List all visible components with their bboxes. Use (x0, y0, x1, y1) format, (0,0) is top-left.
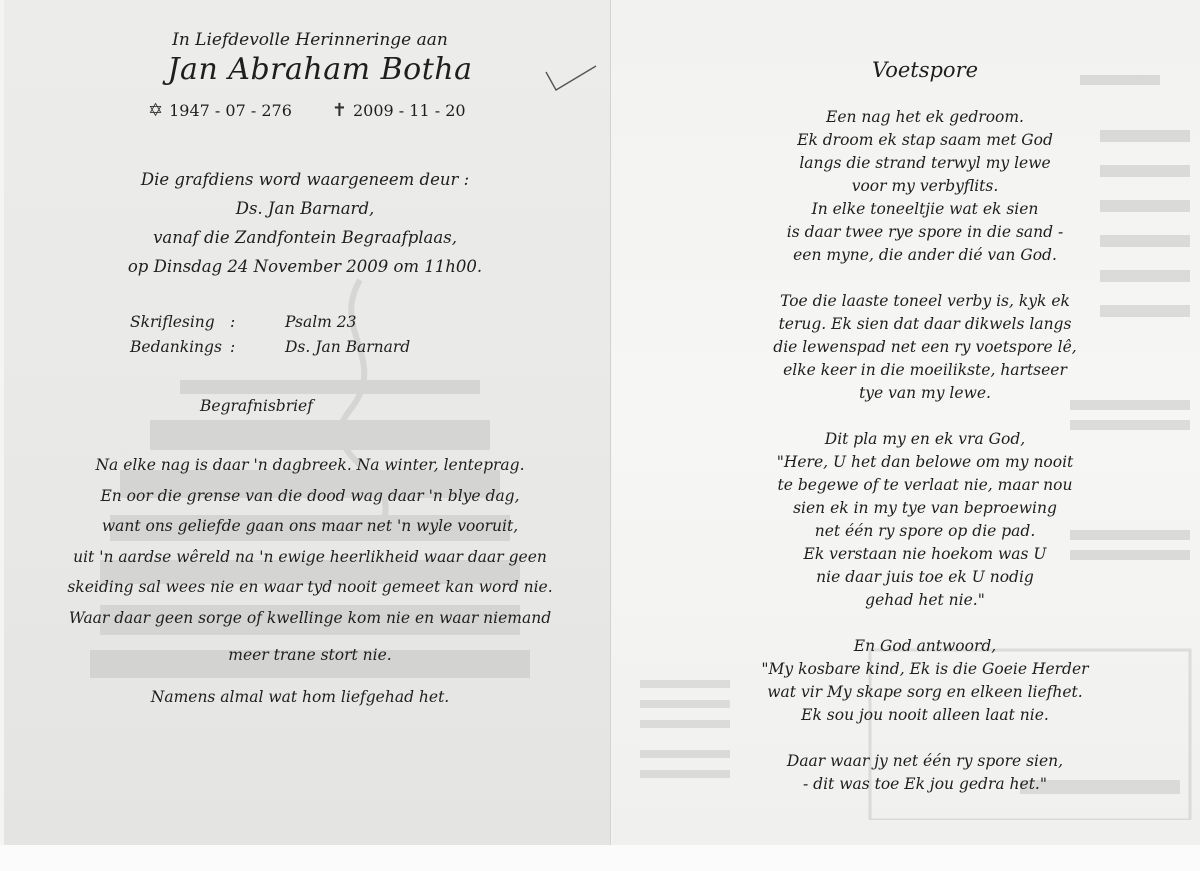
left-page (4, 0, 611, 845)
program-colon: : (230, 338, 236, 356)
program-row (130, 335, 510, 360)
poem (700, 106, 1150, 819)
closing-line: Namens almal wat hom liefgehad het. (150, 688, 450, 706)
poem-line: is daar twee rye spore in die sand - (786, 223, 1064, 241)
letter-line: Na elke nag is daar 'n dagbreek. Na winter, lenteprag. (95, 456, 525, 474)
poem-line: - dit was toe Ek jou gedra het." (803, 775, 1047, 793)
poem-line: Ek droom ek stap saam met God (797, 131, 1053, 149)
service-details (60, 165, 550, 281)
poem-line: "My kosbare kind, Ek is die Goeie Herder (761, 660, 1089, 678)
funeral-letter (40, 450, 580, 671)
program-items (130, 310, 510, 360)
letter-line: meer trane stort nie. (228, 646, 392, 664)
letter-line: En oor die grense van die dood wag daar 'n blye dag, (100, 486, 520, 505)
poem-line: sien ek in my tye van beproewing (793, 499, 1057, 517)
poem-line: voor my verbyflits. (851, 177, 999, 195)
scan-margin (0, 845, 1200, 871)
service-line: op Dinsdag 24 November 2009 om 11h00. (127, 257, 483, 276)
death-date: 2009 - 11 - 20 (352, 101, 466, 120)
memorial-intro: In Liefdevolle Herinneringe aan (172, 30, 448, 50)
poem-line: Een nag het ek gedroom. (826, 108, 1024, 126)
poem-stanza (700, 750, 1150, 796)
poem-line: te begewe of te verlaat nie, maar nou (777, 476, 1073, 494)
letter-line: uit 'n aardse wêreld na 'n ewige heerlikheid waar daar geen (73, 547, 547, 566)
program-label: Skriflesing (130, 313, 215, 331)
poem-stanza (700, 290, 1150, 405)
poem-stanza (700, 635, 1150, 727)
poem-line: tye van my lewe. (859, 384, 991, 402)
poem-line: Daar waar jy net één ry spore sien, (786, 752, 1064, 770)
poem-line: nie daar juis toe ek U nodig (816, 568, 1034, 586)
poem-line: In elke toneeltjie wat ek sien (811, 200, 1039, 218)
program-value: Psalm 23 (285, 313, 357, 331)
poem-stanza (700, 428, 1150, 612)
poem-stanza (700, 106, 1150, 267)
poem-line: die lewenspad net een ry voetspore lê, (773, 338, 1077, 356)
poem-line: gehad het nie." (865, 591, 985, 609)
poem-line: Dit pla my en ek vra God, (824, 430, 1026, 448)
deceased-name: Jan Abraham Botha (167, 52, 473, 87)
poem-line: wat vir My skape sorg en elkeen liefhet. (767, 683, 1083, 701)
letter-line: Waar daar geen sorge of kwellinge kom nie en waar niemand (68, 608, 552, 627)
poem-line: terug. Ek sien dat daar dikwels langs (778, 315, 1072, 333)
poem-line: "Here, U het dan belowe om my nooit (776, 453, 1074, 471)
letter-title: Begrafnisbrief (200, 397, 313, 415)
poem-line: Ek verstaan nie hoekom was U (803, 545, 1047, 563)
poem-line: langs die strand terwyl my lewe (799, 154, 1051, 172)
program-label: Bedankings (130, 338, 222, 356)
poem-line: net één ry spore op die pad. (814, 522, 1036, 540)
cross-icon: ✝ (331, 100, 347, 121)
program-row (130, 310, 510, 335)
birth-date: 1947 - 07 - 276 (169, 101, 292, 120)
poem-title: Voetspore (871, 58, 979, 82)
life-dates (148, 100, 508, 121)
program-value: Ds. Jan Barnard (285, 338, 411, 356)
poem-line: Toe die laaste toneel verby is, kyk ek (780, 292, 1070, 310)
service-line: Ds. Jan Barnard, (235, 199, 375, 218)
service-line: vanaf die Zandfontein Begraafplaas, (153, 228, 457, 247)
poem-line: En God antwoord, (853, 637, 997, 655)
service-line: Die grafdiens word waargeneem deur : (140, 170, 470, 189)
checkmark-icon (540, 62, 600, 97)
letter-line: want ons geliefde gaan ons maar net 'n wyle vooruit, (101, 517, 519, 535)
poem-line: Ek sou jou nooit alleen laat nie. (801, 706, 1049, 724)
poem-line: een myne, die ander dié van God. (793, 246, 1057, 264)
letter-line: skeiding sal wees nie en waar tyd nooit gemeet kan word nie. (67, 578, 553, 596)
program-colon: : (230, 313, 236, 331)
star-of-david-icon: ✡ (148, 100, 164, 121)
poem-line: elke keer in die moeilikste, hartseer (783, 361, 1067, 379)
